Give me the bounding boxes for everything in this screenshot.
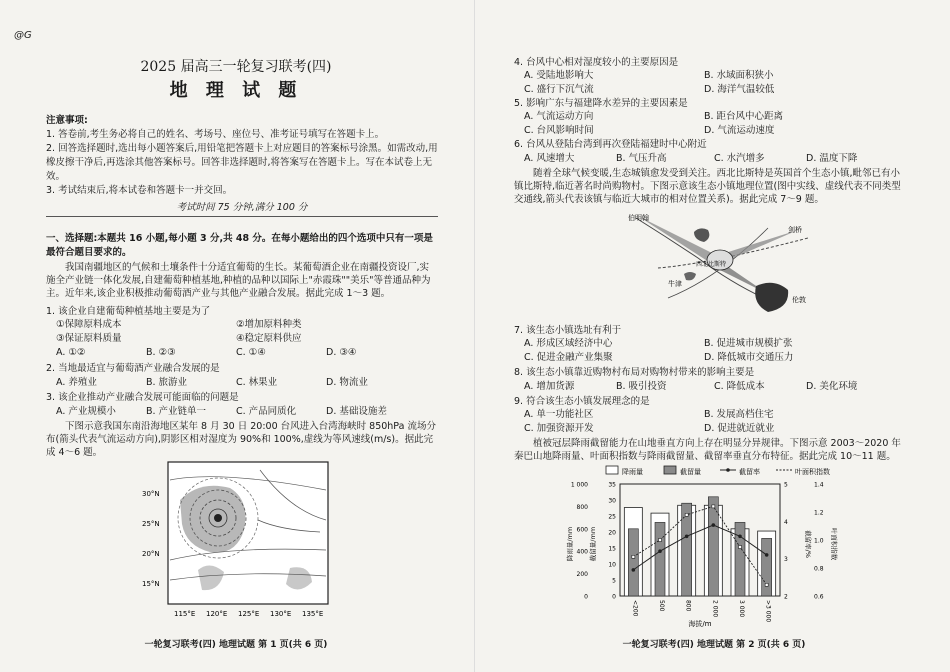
notice-heading: 注意事项: xyxy=(46,115,88,126)
option-d[interactable]: D. 气流运动速度 xyxy=(704,125,775,136)
longitude-label: 120°E xyxy=(206,610,228,618)
question-8: 8. 该生态小镇靠近购物村布局对购物村带来的影响主要是 xyxy=(514,367,755,378)
notice-item: 2. 回答选择题时,选出每小题答案后,用铅笔把答题卡上对应题目的答案标号涂黑。如需改动,用橡皮擦干净后,再选涂其他答案标号。回答非选择题时,将答案写在答题卡上。写在本试卷上无效。 xyxy=(46,143,438,182)
option-c[interactable]: C. 盛行下沉气流 xyxy=(524,84,594,95)
option-d[interactable]: D. 海洋气温较低 xyxy=(704,84,775,95)
option-b[interactable]: B. 吸引投资 xyxy=(616,381,667,392)
latitude-label: 15°N xyxy=(142,580,160,588)
question-5: 5. 影响广东与福建降水差异的主要因素是 xyxy=(514,98,688,109)
option-c[interactable]: C. ①④ xyxy=(236,347,266,358)
option-d[interactable]: D. 降低城市交通压力 xyxy=(704,352,794,363)
eco-town-location-diagram xyxy=(628,208,818,323)
london-area xyxy=(755,283,788,312)
longitude-label: 115°E xyxy=(174,610,196,618)
y-tick-intercept: 15 xyxy=(608,545,616,553)
bar-interception xyxy=(682,503,692,596)
option-d[interactable]: D. 基础设施差 xyxy=(326,406,387,417)
option-c[interactable]: C. 水汽增多 xyxy=(714,153,765,164)
town-shape xyxy=(694,228,709,242)
notice-item: 3. 考试结束后,将本试卷和答题卡一并交回。 xyxy=(46,185,233,196)
statement: ③保证原料质量 xyxy=(56,333,122,344)
exam-time: 考试时间 75 分钟,满分 100 分 xyxy=(176,202,308,213)
eco-town-label: 西北比斯特 xyxy=(696,261,727,268)
page-1 xyxy=(0,0,472,672)
passage-2: 下图示意我国东南沿海地区某年 8 月 30 日 20:00 台风进入台湾海峡时 850hPa 流场分布(箭头代表气流运动方向),阴影区相对湿度为 90%和 100%,虚线为等风速线(m/s)。据此完成 4～6 题。 xyxy=(46,421,436,458)
option-b[interactable]: B. 产业链单一 xyxy=(146,406,207,417)
legend-label: 截留量 xyxy=(680,468,701,476)
header-mark: @G xyxy=(14,30,32,41)
y-tick-rain: 1 000 xyxy=(570,481,588,489)
typhoon-center xyxy=(214,514,222,522)
option-b[interactable]: B. ②③ xyxy=(146,347,176,358)
y-tick-lai: 0.6 xyxy=(814,593,824,601)
y-tick-intercept: 25 xyxy=(608,513,616,521)
option-c[interactable]: C. 台风影响时间 xyxy=(524,125,594,136)
legend-swatch-rain xyxy=(606,466,618,474)
point-leaf-area-index xyxy=(739,546,742,549)
page-footer: 一轮复习联考(四) 地理试题 第 1 页(共 6 页) xyxy=(144,640,328,650)
x-tick-label: 800 xyxy=(684,600,692,612)
exam-subject: 地 理 试 题 xyxy=(169,80,303,101)
y-axis-label-rate: 截留率/% xyxy=(804,530,812,558)
point-interception-rate xyxy=(658,549,662,553)
option-d[interactable]: D. 物流业 xyxy=(326,377,368,388)
y-tick-rain: 0 xyxy=(584,593,588,601)
y-tick-rain: 400 xyxy=(576,548,588,556)
y-tick-rate: 2 xyxy=(784,593,788,601)
exam-title: 2025 届高三一轮复习联考(四) xyxy=(140,59,332,75)
passage-4: 植被冠层降雨截留能力在山地垂直方向上存在明显分异规律。下图示意 2003～2020 年秦巴山地降雨量、叶面积指数与降雨截留量、截留率垂直分布特征。据此完成 10～11 题。 xyxy=(514,438,901,462)
option-d[interactable]: D. 温度下降 xyxy=(806,153,858,164)
y-tick-lai: 1.0 xyxy=(814,537,824,545)
option-b[interactable]: B. 发展高档住宅 xyxy=(704,409,774,420)
legend-label: 降雨量 xyxy=(622,468,643,476)
page-2 xyxy=(478,0,950,672)
question-9: 9. 符合该生态小镇发展理念的是 xyxy=(514,396,650,407)
option-c[interactable]: C. 促进金融产业集聚 xyxy=(524,352,613,363)
y-axis-label-lai: 叶面积指数 xyxy=(830,527,838,561)
question-4: 4. 台风中心相对湿度较小的主要原因是 xyxy=(514,57,679,68)
chart-legend xyxy=(606,466,830,476)
point-leaf-area-index xyxy=(712,505,715,508)
legend-label: 截留率 xyxy=(739,468,760,476)
city-label: 伯明翰 xyxy=(628,214,649,222)
option-c[interactable]: C. 产品同质化 xyxy=(236,406,297,417)
interception-chart xyxy=(564,464,864,630)
y-tick-rate: 4 xyxy=(784,518,788,526)
typhoon-flow-map xyxy=(140,460,330,620)
passage-3: 随着全球气候变暖,生态城镇愈发受到关注。西北比斯特是英国首个生态小镇,毗邻已有小镇比斯特,临近著名时尚购物村。下图示意该生态小镇地理位置(图中实线、虚线代表不同类型交通线,箭头代表该镇与临近大城市的相对位置关系)。据此完成 7～9 题。 xyxy=(514,168,901,205)
x-tick-label: >3 000 xyxy=(764,600,772,623)
longitude-label: 125°E xyxy=(238,610,260,618)
option-a[interactable]: A. 单一功能社区 xyxy=(524,409,594,420)
longitude-label: 130°E xyxy=(270,610,292,618)
passage-1: 我国南疆地区的气候和土壤条件十分适宜葡萄的生长。某葡萄酒企业在南疆投资设厂,实施全产业链一体化发展,自建葡萄种植基地,种植的品种以国际上"赤霞珠""美乐"等普通品种为主。近年来,该企业积极推动葡萄酒产业与其他产业融合发展。据此完成 1～3 题。 xyxy=(46,262,431,299)
y-tick-intercept: 20 xyxy=(608,529,616,537)
y-axis-label-rain: 降雨量/mm xyxy=(566,526,574,562)
legend-label: 叶面积指数 xyxy=(795,468,830,476)
city-label: 伦敦 xyxy=(792,296,806,304)
point-interception-rate xyxy=(738,534,742,538)
x-tick-label: 2 000 xyxy=(711,600,719,618)
notice-block xyxy=(46,114,438,215)
y-tick-lai: 1.2 xyxy=(814,509,824,517)
option-b[interactable]: B. 旅游业 xyxy=(146,377,188,388)
section-heading: 一、选择题:本题共 16 小题,每小题 3 分,共 48 分。在每小题给出的四个选项中只有一项是最符合题目要求的。 xyxy=(46,233,433,258)
y-tick-rain: 600 xyxy=(576,526,588,534)
y-tick-rain: 800 xyxy=(576,503,588,511)
bar-interception xyxy=(628,529,638,596)
y-tick-intercept: 30 xyxy=(608,497,616,505)
town-shape xyxy=(684,272,696,280)
y-tick-rain: 200 xyxy=(576,571,588,579)
divider-line xyxy=(46,216,438,217)
option-c[interactable]: C. 加强资源开发 xyxy=(524,423,594,434)
legend-swatch-intercept xyxy=(664,466,676,474)
y-tick-rate: 5 xyxy=(784,481,788,489)
y-tick-intercept: 35 xyxy=(608,481,616,489)
option-b[interactable]: B. 促进城市规模扩张 xyxy=(704,338,793,349)
x-tick-label: 3 000 xyxy=(738,600,745,618)
statement: ②增加原料种类 xyxy=(236,319,302,330)
point-leaf-area-index xyxy=(685,513,688,516)
point-interception-rate xyxy=(765,553,769,557)
latitude-label: 25°N xyxy=(142,520,160,528)
option-a[interactable]: A. 风速增大 xyxy=(524,153,575,164)
question-2: 2. 当地最适宜与葡萄酒产业融合发展的是 xyxy=(46,363,220,374)
option-a[interactable]: A. 养殖业 xyxy=(56,377,97,388)
x-tick-label: <200 xyxy=(631,600,639,617)
option-d[interactable]: D. ③④ xyxy=(326,347,357,358)
question-7: 7. 该生态小镇选址有利于 xyxy=(514,325,622,336)
direction-arrow xyxy=(722,230,798,262)
option-c[interactable]: C. 林果业 xyxy=(236,377,278,388)
y-tick-lai: 0.8 xyxy=(814,565,824,573)
option-a[interactable]: A. 受陆地影响大 xyxy=(524,70,594,81)
option-d[interactable]: D. 美化环境 xyxy=(806,381,858,392)
y-tick-rate: 3 xyxy=(784,556,788,564)
y-tick-intercept: 5 xyxy=(612,577,616,585)
plot-frame xyxy=(620,484,780,596)
option-b[interactable]: B. 气压升高 xyxy=(616,153,667,164)
bar-interception xyxy=(762,538,772,596)
point-leaf-area-index xyxy=(632,555,635,558)
notice-item: 1. 答卷前,考生务必将自己的姓名、考场号、座位号、准考证号填写在答题卡上。 xyxy=(46,129,385,140)
question-3: 3. 该企业推动产业融合发展可能面临的问题是 xyxy=(46,392,239,403)
y-tick-intercept: 0 xyxy=(612,593,616,601)
bar-interception xyxy=(735,522,745,596)
statement: ④稳定原料供应 xyxy=(236,333,302,344)
city-label: 剑桥 xyxy=(788,226,802,234)
y-tick-intercept: 10 xyxy=(608,561,616,569)
question-6: 6. 台风从登陆台湾到再次登陆福建时中心附近 xyxy=(514,139,707,150)
point-interception-rate xyxy=(685,534,689,538)
statement: ①保障原料成本 xyxy=(56,319,122,330)
question-1: 1. 该企业自建葡萄种植基地主要是为了 xyxy=(46,306,211,317)
option-a[interactable]: A. ①② xyxy=(56,347,86,358)
latitude-label: 20°N xyxy=(142,550,160,558)
option-a[interactable]: A. 产业规模小 xyxy=(56,406,116,417)
point-leaf-area-index xyxy=(765,583,768,586)
option-a[interactable]: A. 形成区域经济中心 xyxy=(524,338,613,349)
option-b[interactable]: B. 距台风中心距离 xyxy=(704,111,784,122)
option-a[interactable]: A. 增加货源 xyxy=(524,381,575,392)
point-interception-rate xyxy=(632,568,636,572)
latitude-label: 30°N xyxy=(142,490,160,498)
legend-marker xyxy=(726,468,730,472)
x-tick-label: 500 xyxy=(658,600,665,612)
bar-interception xyxy=(655,522,665,596)
option-b[interactable]: B. 水域面积狭小 xyxy=(704,70,774,81)
option-c[interactable]: C. 降低成本 xyxy=(714,381,765,392)
point-interception-rate xyxy=(712,523,716,527)
city-label: 牛津 xyxy=(668,280,682,288)
longitude-label: 135°E xyxy=(302,610,324,618)
option-a[interactable]: A. 气流运动方向 xyxy=(524,111,594,122)
x-axis-label: 海拔/m xyxy=(688,620,712,628)
y-axis-label-intercept: 截留量/mm xyxy=(589,526,597,562)
option-d[interactable]: D. 促进就近就业 xyxy=(704,423,775,434)
y-tick-lai: 1.4 xyxy=(814,481,824,489)
page-divider xyxy=(474,0,475,672)
point-leaf-area-index xyxy=(659,539,662,542)
page-footer: 一轮复习联考(四) 地理试题 第 2 页(共 6 页) xyxy=(622,640,806,650)
